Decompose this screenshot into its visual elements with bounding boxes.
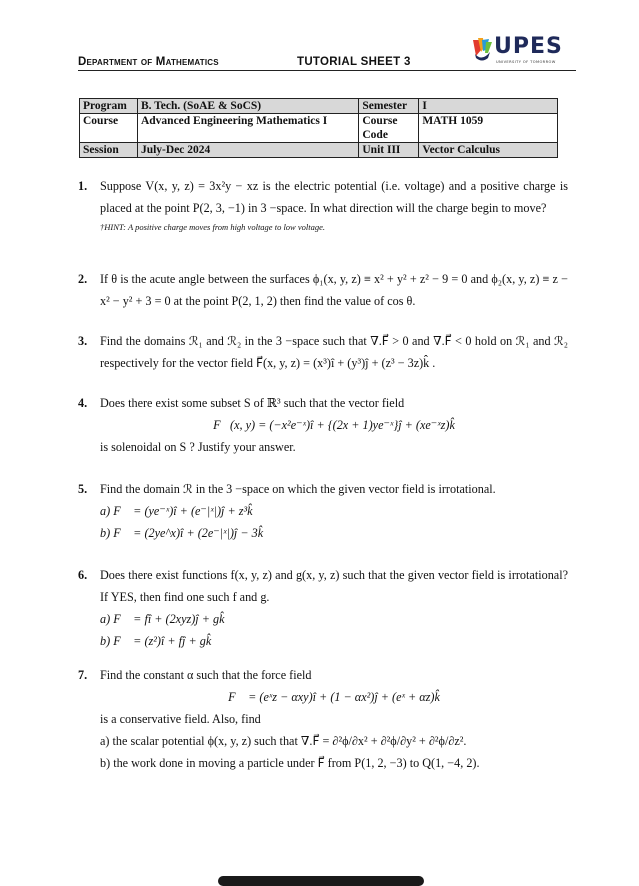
question-text: Does there exist functions f(x, y, z) and g(x, y, z) such that the given vector field is irrotational? If YES, then find one such f and g.: [100, 568, 568, 604]
question-1: [78, 175, 568, 233]
table-cell: B. Tech. (SoAE & SoCS): [137, 99, 358, 114]
question-text: Suppose V(x, y, z) = 3x²y − xz is the electric potential (i.e. voltage) and a positive charge is placed at the point P(2, 3, −1) in 3 −space. In what direction will the charge begin to move?: [100, 179, 568, 215]
question-number: 6.: [78, 568, 88, 582]
question-text: Find the domain ℛ in the 3 −space on which the given vector field is irrotational.: [100, 482, 496, 496]
question-text: Does there exist some subset S of ℝ³ such that the vector field: [100, 396, 405, 410]
question-part: a) the scalar potential ϕ(x, y, z) such that ∇.F⃗ = ∂²ϕ/∂x² + ∂²ϕ/∂y² + ∂²ϕ/∂z².: [100, 734, 467, 748]
table-cell: July-Dec 2024: [137, 143, 358, 158]
question-6: [78, 564, 568, 652]
question-4: [78, 392, 568, 458]
table-cell: Course Code: [359, 114, 419, 143]
question-number: 3.: [78, 334, 88, 348]
question-number: 4.: [78, 396, 88, 410]
flame-icon: [470, 36, 494, 62]
table-cell: Unit III: [359, 143, 419, 158]
course-info-table: [79, 98, 558, 158]
question-part: a) F⃗ = (ye⁻ˣ)î + (e⁻|ˣ|)ĵ + z³k̂: [100, 504, 253, 518]
upes-logo: [470, 36, 570, 68]
question-text: Find the domains ℛ₁ and ℛ₂ in the 3 −space such that ∇.F⃗ > 0 and ∇.F⃗ < 0 hold on ℛ₁ and ℛ₂ respectively for the vector field F⃗(x, y, z) = (x³)î + (y³)ĵ + (z³ − 3z)k̂ .: [100, 334, 568, 370]
table-cell: Vector Calculus: [419, 143, 558, 158]
question-text: Find the constant α such that the force field: [100, 668, 312, 682]
question-tail: is solenoidal on S ? Justify your answer.: [100, 440, 296, 454]
table-cell: Program: [80, 99, 138, 114]
table-cell: MATH 1059: [419, 114, 558, 143]
table-cell: Course: [80, 114, 138, 143]
table-cell: I: [419, 99, 558, 114]
question-formula: F⃗(x, y) = (−x²e⁻ˣ)î + {(2x + 1)ye⁻ˣ}ĵ + (xe⁻ˣz)k̂: [213, 418, 455, 432]
question-hint: †HINT: A positive charge moves from high voltage to low voltage.: [100, 222, 325, 232]
table-row: [80, 99, 558, 114]
question-number: 5.: [78, 482, 88, 496]
table-cell: Semester: [359, 99, 419, 114]
logo-text: UPES: [494, 34, 563, 59]
table-row: [80, 143, 558, 158]
header-rule: [78, 70, 576, 71]
question-part: b) the work done in moving a particle under F⃗ from P(1, 2, −3) to Q(1, −4, 2).: [100, 756, 480, 770]
logo-subtext: UNIVERSITY OF TOMORROW: [496, 60, 556, 64]
question-number: 1.: [78, 179, 88, 193]
question-5: [78, 478, 568, 544]
table-cell: Advanced Engineering Mathematics I: [137, 114, 358, 143]
department-title: Department of Mathematics: [78, 56, 219, 68]
question-part: b) F⃗ = (z²)î + fĵ + gk̂: [100, 634, 212, 648]
question-number: 2.: [78, 272, 88, 286]
bottom-overlay-bar: [218, 876, 424, 886]
question-text: If θ is the acute angle between the surfaces ϕ₁(x, y, z) ≡ x² + y² + z² − 9 = 0 and ϕ₂(x, y, z) ≡ z − x² − y² + 3 = 0 at the point P(2, 1, 2) then find the value of cos θ.: [100, 272, 568, 308]
question-part: b) F⃗ = (2ye^x)î + (2e⁻|ˣ|)ĵ − 3k̂: [100, 526, 264, 540]
question-2: [78, 268, 568, 312]
tutorial-sheet-title: TUTORIAL SHEET 3: [297, 56, 411, 68]
question-3: [78, 330, 568, 374]
question-7: [78, 664, 568, 774]
question-formula: F⃗ = (eˣz − αxy)î + (1 − αx²)ĵ + (eˣ + αz)k̂: [228, 690, 440, 704]
question-number: 7.: [78, 668, 88, 682]
question-tail: is a conservative field. Also, find: [100, 712, 261, 726]
table-row: [80, 114, 558, 143]
table-cell: Session: [80, 143, 138, 158]
question-part: a) F⃗ = fî + (2xyz)ĵ + gk̂: [100, 612, 225, 626]
